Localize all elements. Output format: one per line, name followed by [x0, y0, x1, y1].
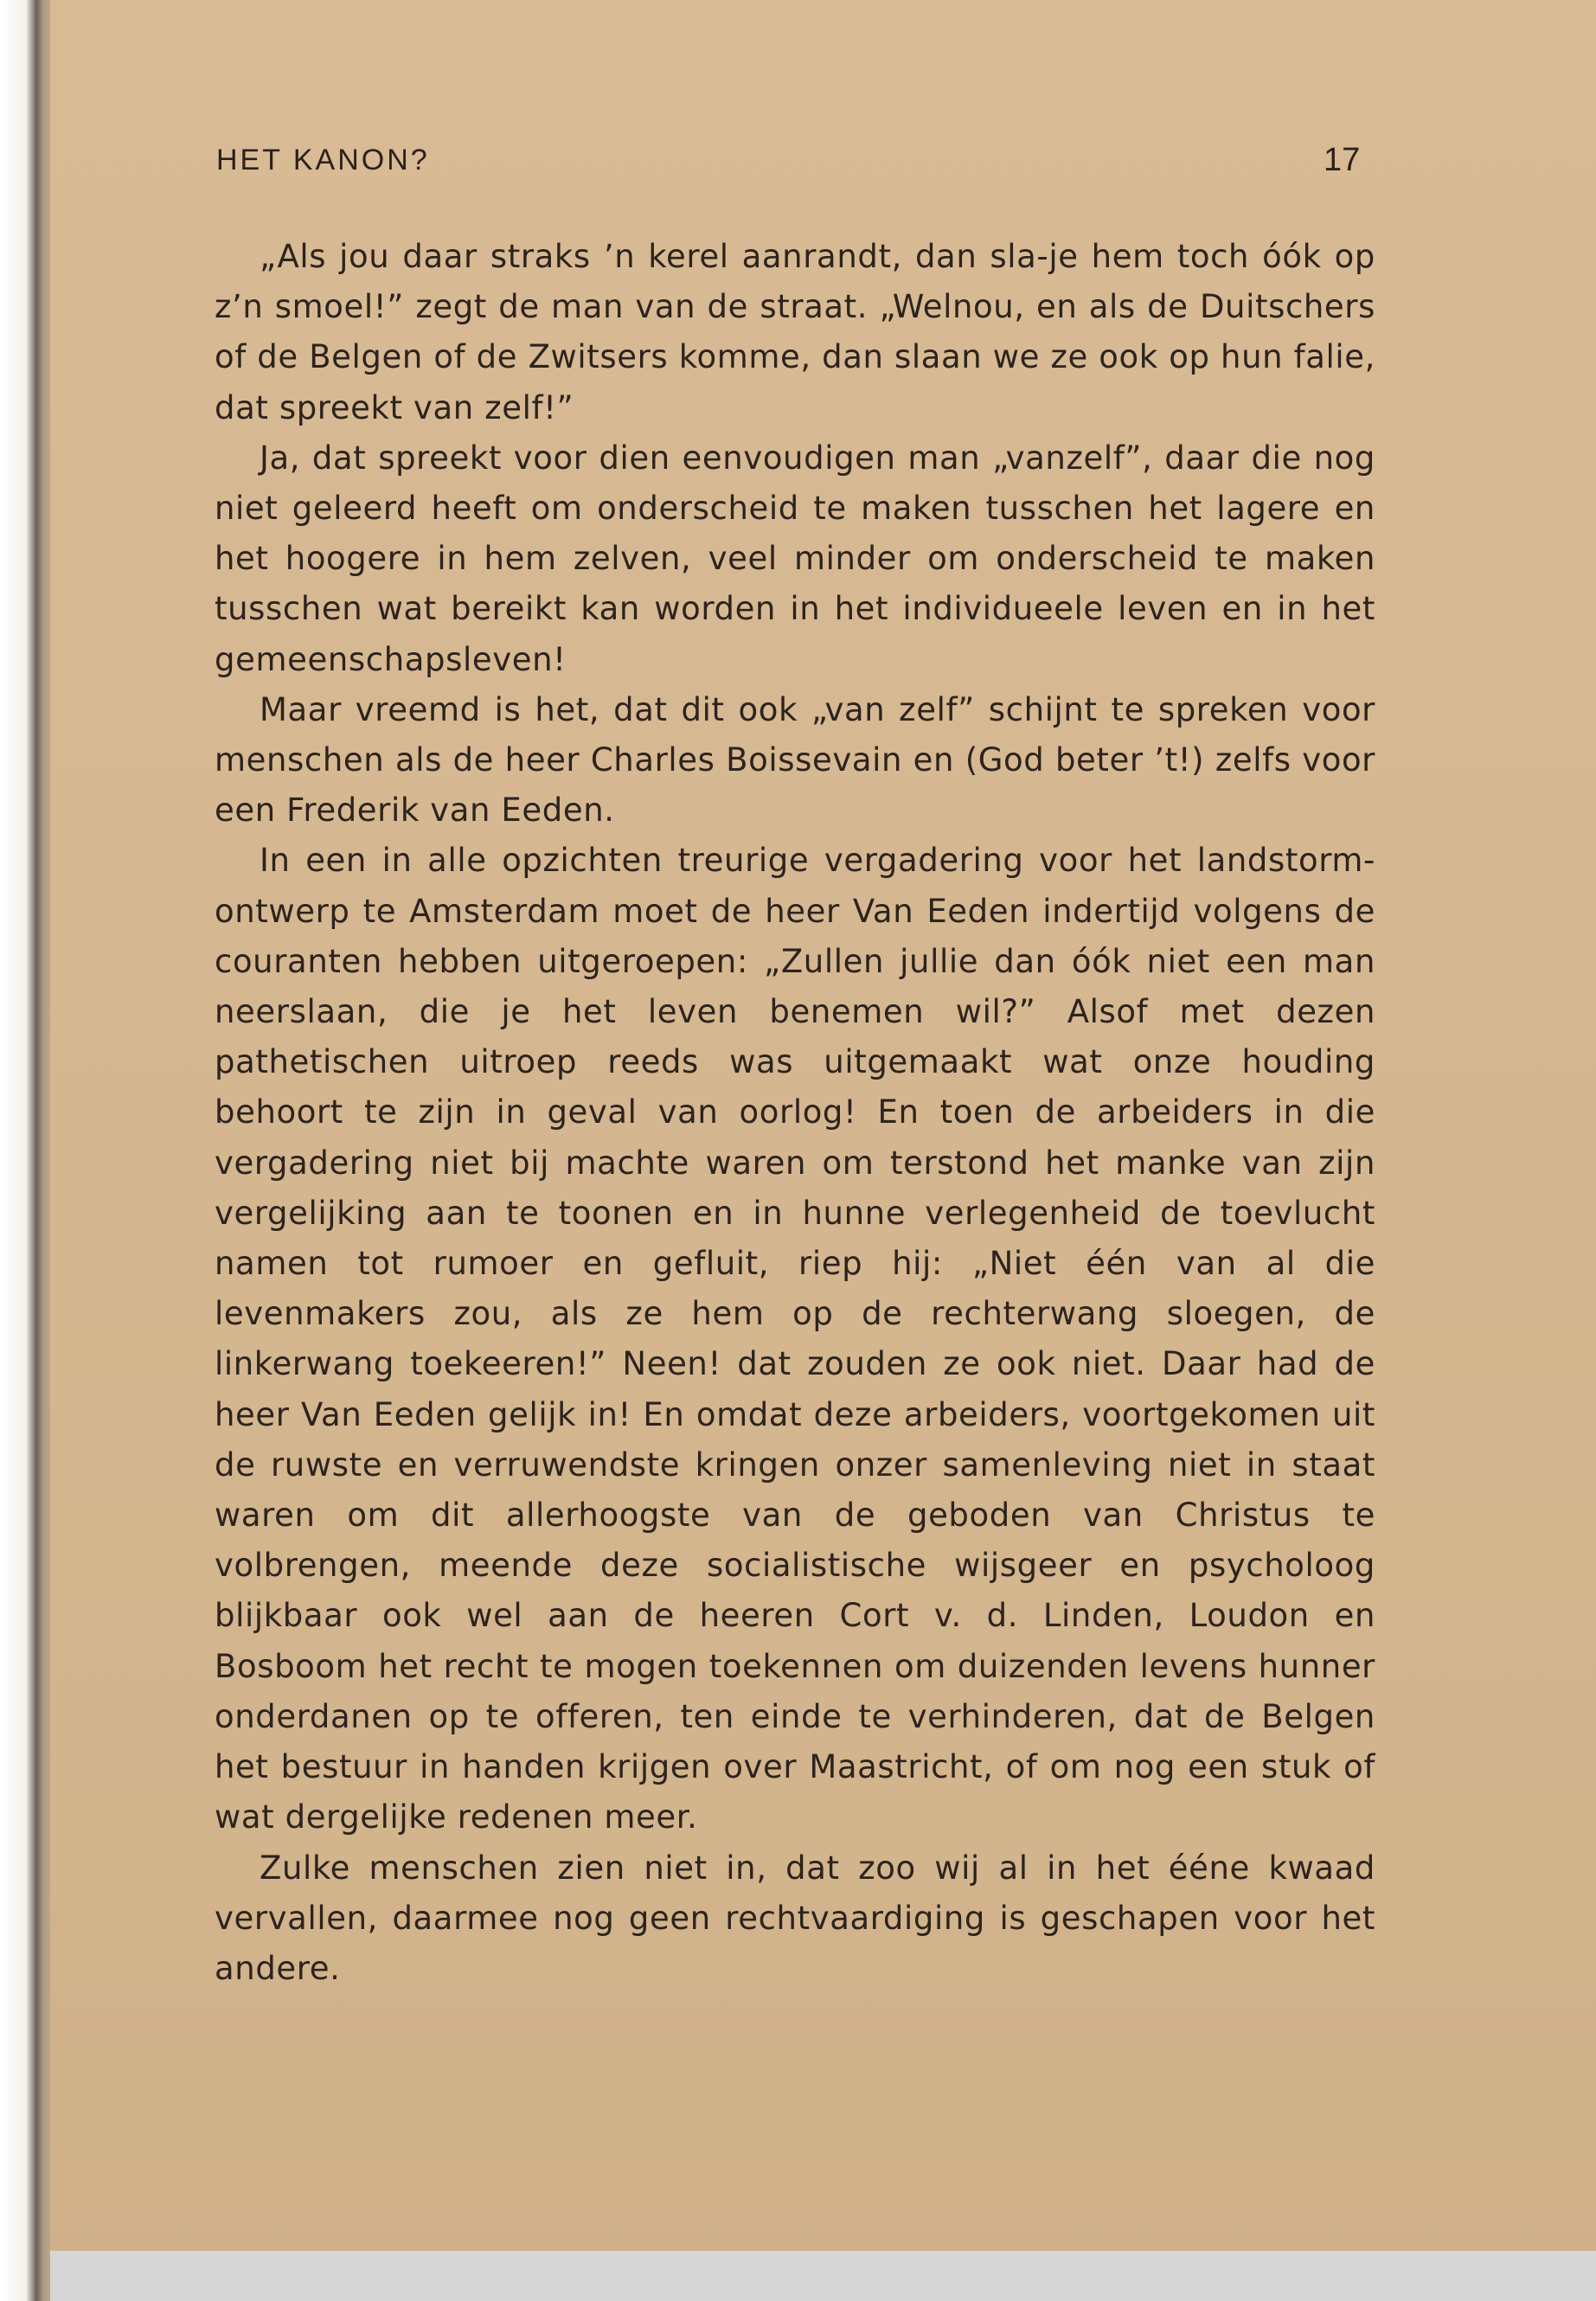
scan-background-strip	[50, 2251, 1596, 2301]
paragraph-1: „Als jou daar straks ’n kerel aanrandt, dan sla-je hem toch óók op z’n smoel!” zegt de man van de straat. „Welnou, en als de Duitschers of de Belgen of de Zwitsers komme, dan slaan we ze ook op hun falie, dat spreekt van zelf!”	[215, 238, 1375, 426]
page-number: 17	[1324, 142, 1361, 178]
scan-edge	[0, 0, 54, 2301]
paragraph-4: In een in alle opzichten treurige vergadering voor het landstorm-ontwerp te Amsterdam moet de heer Van Eeden indertijd volgens de couranten hebben uitgeroepen: „Zullen jullie dan óók niet een man neerslaan, die je het leven benemen wil?” Alsof met dezen pathetischen uitroep reeds was uitgemaakt wat onze houding behoort te zijn in geval van oorlog! En toen de arbeiders in die vergadering niet bij machte waren om terstond het manke van zijn vergelijking aan te toonen en in hunne verlegenheid de toevlucht namen tot rumoer en gefluit, riep hij: „Niet één van al die levenmakers zou, als ze hem op de rechterwang sloegen, de linkerwang toekeeren!” Neen! dat zouden ze ook niet. Daar had de heer Van Eeden gelijk in! En omdat deze arbeiders, voortgekomen uit de ruwste en verruwendste kringen onzer samenleving niet in staat waren om dit allerhoogste van de geboden van Christus te volbrengen, meende deze socialistische wijsgeer en psycholoog blijkbaar ook wel aan de heeren Cort v. d. Linden, Loudon en Bosboom het recht te mogen toekennen om duizenden levens hunner onderdanen op te offeren, ten einde te verhinderen, dat de Belgen het bestuur in handen krijgen over Maastricht, of om nog een stuk of wat dergelijke redenen meer.	[215, 842, 1375, 1836]
body-text	[215, 232, 1375, 1994]
running-title: HET KANON?	[216, 144, 430, 176]
paragraph-2: Ja, dat spreekt voor dien eenvoudigen man „vanzelf”, daar die nog niet geleerd heeft om onderscheid te maken tusschen het lagere en het hoogere in hem zelven, veel minder om onderscheid te maken tusschen wat bereikt kan worden in het individueele leven en in het gemeenschapsleven!	[215, 439, 1375, 678]
paragraph-5: Zulke menschen zien niet in, dat zoo wij al in het ééne kwaad vervallen, daarmee nog geen rechtvaardiging is geschapen voor het andere.	[215, 1849, 1375, 1987]
paragraph-3: Maar vreemd is het, dat dit ook „van zelf” schijnt te spreken voor menschen als de heer Charles Boissevain en (God beter ’t!) zelfs voor een Frederik van Eeden.	[215, 690, 1375, 830]
